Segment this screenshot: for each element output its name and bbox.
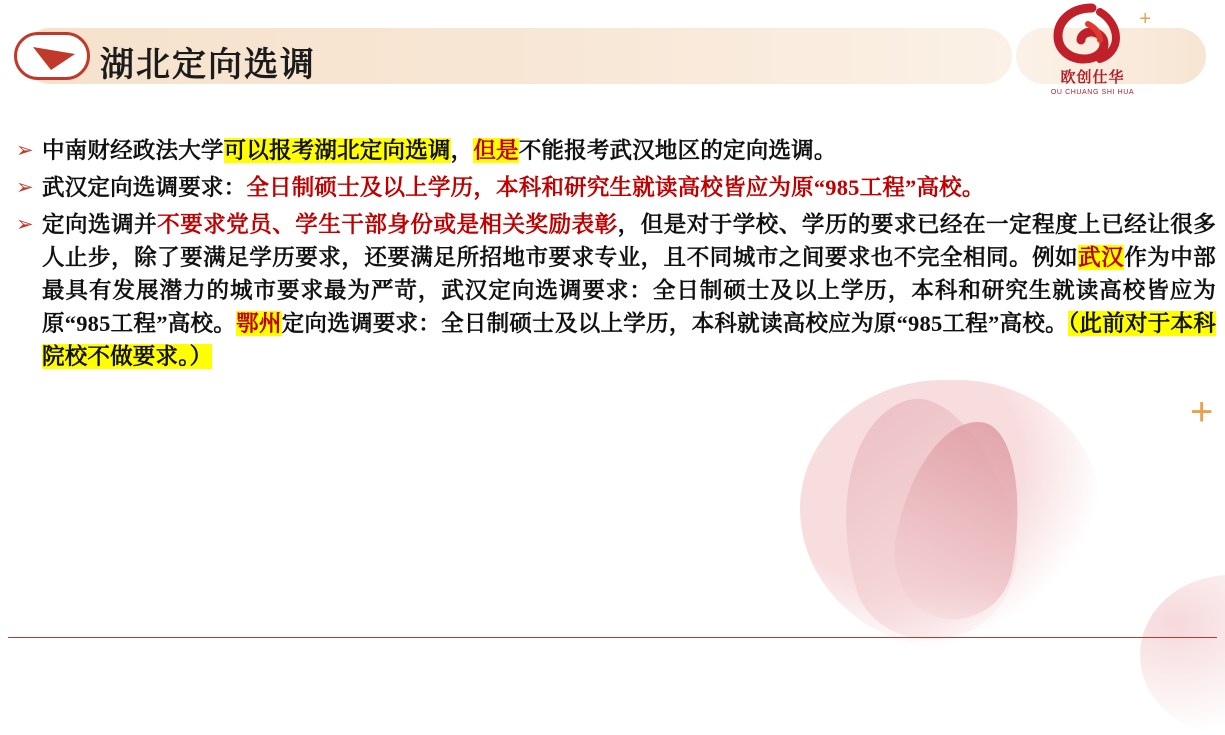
text-segment: 但是 [473, 138, 519, 163]
text-segment: 全日制硕士及以上学历，本科和研究生就读高校皆应为原“985工程”高校。 [246, 175, 985, 200]
footer-divider [8, 637, 1217, 638]
bullet-list [16, 134, 1216, 373]
text-segment: 定向选调要求：全日制硕士及以上学历，本科就读高校应为原“985工程”高校。 [281, 311, 1068, 336]
background-petal-large [800, 380, 1100, 650]
logo-mark-icon [1030, 2, 1155, 64]
bullet-text [42, 171, 985, 204]
play-arrow-icon [14, 32, 90, 80]
logo-pinyin: OU CHUANG SHI HUA [1050, 89, 1135, 96]
logo-plus-icon: + [1139, 8, 1151, 30]
text-segment: ， [450, 138, 474, 163]
bullet-text [42, 134, 837, 167]
text-segment: 不要求党员、学生干部身份或是相关奖励表彰 [157, 212, 618, 237]
bullet-marker-icon: ➢ [16, 212, 34, 236]
decorative-plus-icon: + [1190, 390, 1214, 434]
text-segment: ，但是对于学校、学历的要求已经在一定程度上已经让很多人止步，除了要满足学历要求，还要满足所招地市要求专业，且不同城市之间要求也不完全相同。例如 [42, 212, 1216, 270]
background-petal-small [884, 411, 1037, 629]
brand-logo [1030, 2, 1155, 106]
bullet-marker-icon: ➢ [16, 175, 34, 199]
text-segment: 鄂州 [236, 311, 282, 336]
bullet-item [16, 134, 1216, 167]
text-segment: 作为中部最具有发展潜力的城市要求最为严苛，武汉定向选调要求：全日制硕士及以上学历，本科和研究生就读高校皆应为原“985工程”高校。 [42, 245, 1216, 336]
text-segment: 武汉定向选调要求： [42, 175, 247, 200]
text-segment: 中南财经政法大学 [42, 138, 224, 163]
bullet-text [42, 208, 1216, 373]
background-petal-corner [1140, 575, 1225, 735]
background-petal-mid [810, 381, 1040, 659]
text-segment: （此前对于本科院校不做要求。） [42, 311, 1217, 369]
bullet-item [16, 171, 1216, 204]
logo-name: 欧创仕华 [1060, 70, 1125, 86]
text-segment: 定向选调并 [42, 212, 158, 237]
text-segment: 可以报考湖北定向选调 [223, 138, 451, 163]
text-segment: 不能报考武汉地区的定向选调。 [518, 138, 837, 163]
page-title: 湖北定向选调 [100, 47, 316, 84]
slide-body [16, 134, 1216, 377]
bullet-marker-icon: ➢ [16, 138, 34, 162]
text-segment: 武汉 [1078, 245, 1125, 270]
bullet-item [16, 208, 1216, 373]
